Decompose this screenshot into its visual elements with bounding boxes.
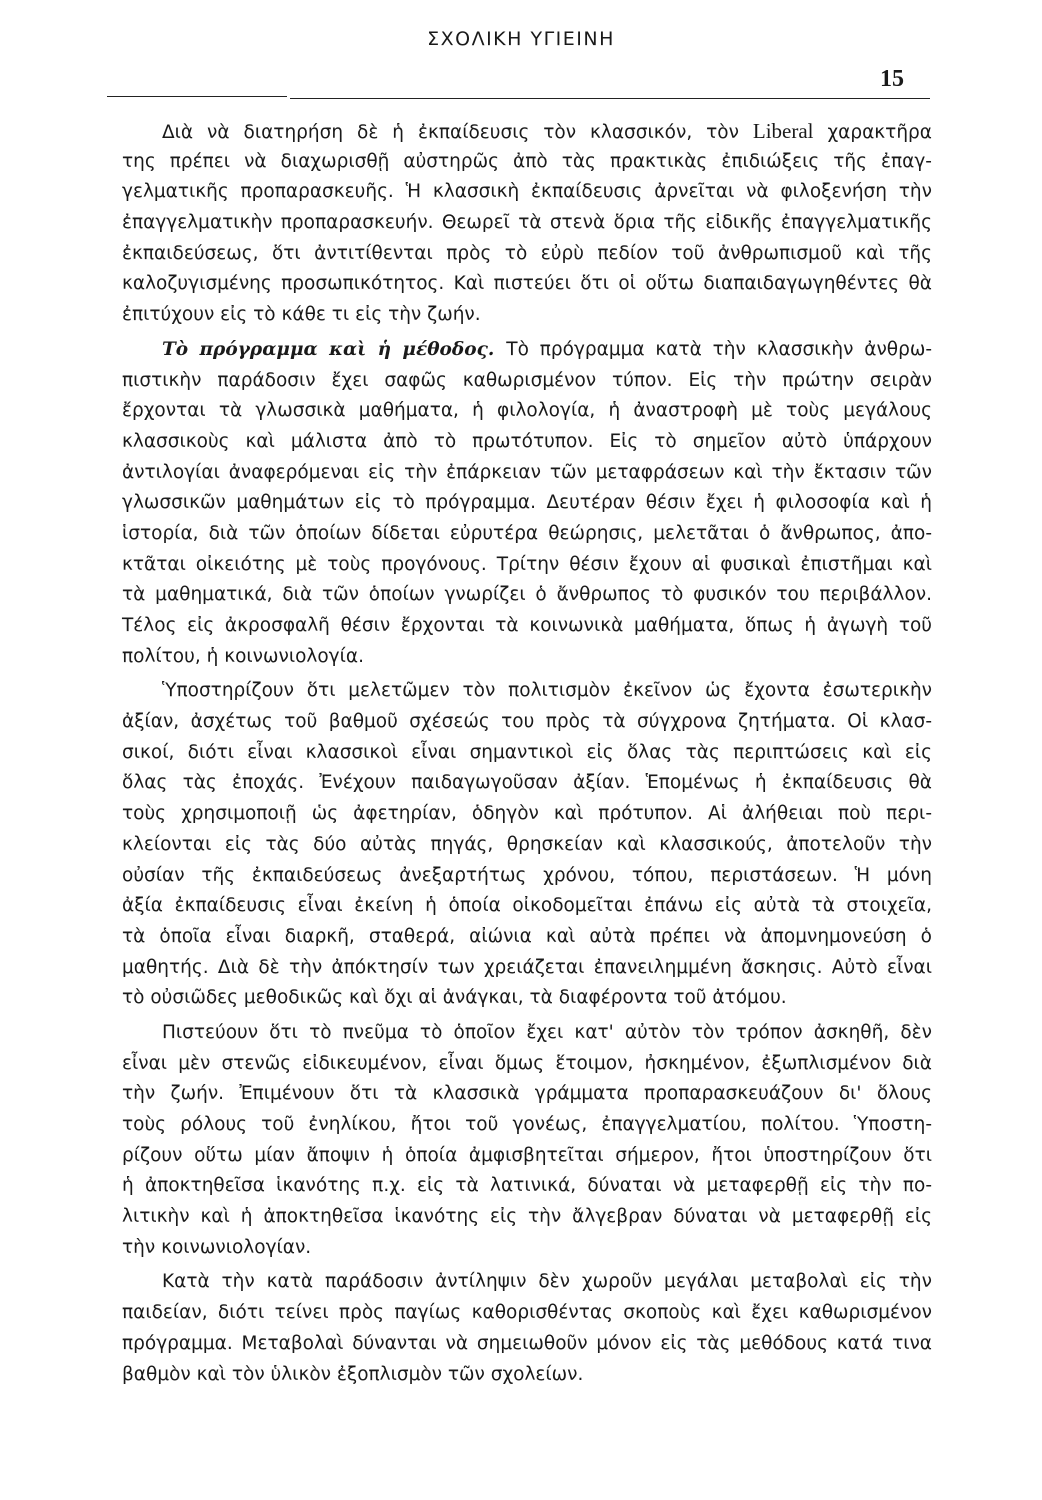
text-line	[122, 335, 932, 366]
text-line	[122, 177, 932, 208]
line-text: της πρέπει νὰ διαχωρισθῇ αὐστηρῶς ἀπὸ τὰς πρακτικὰς ἐπιδιώξεις τῆς ἐπαγ-	[122, 150, 932, 172]
text-line	[122, 488, 932, 519]
line-text: τὰ μαθηματικά, διὰ τῶν ὁποίων γνωρίζει ὁ ἄνθρωπος τὸ φυσικόν του περιβάλλον.	[122, 584, 932, 606]
text-line	[122, 1202, 932, 1233]
text-line	[122, 1141, 932, 1172]
line-text: ἀντιλογίαι ἀναφερόμεναι εἰς τὴν ἐπάρκειαν τῶν μεταφράσεων καὶ τὴν ἔκτασιν τῶν	[122, 461, 932, 483]
text-line	[122, 1360, 932, 1391]
line-text: Τέλος εἰς ἀκροσφαλῆ θέσιν ἔρχονται τὰ κοινωνικὰ μαθήματα, ὅπως ἡ ἀγωγὴ τοῦ	[122, 615, 932, 636]
line-text: ὅλας τὰς ἐποχάς. Ἐνέχουν παιδαγωγοῦσαν ἀξίαν. Ἑπομένως ἡ ἐκπαίδευσις θὰ	[122, 772, 932, 794]
text-line	[122, 768, 932, 799]
text-line	[122, 1171, 932, 1202]
text-line	[122, 1110, 932, 1141]
latin-word: Liberal	[752, 119, 814, 143]
header-rule-left	[107, 96, 287, 97]
line-text: ἐπιτύχουν εἰς τὸ κάθε τι εἰς τὴν ζωήν.	[122, 304, 481, 326]
line-text: κτᾶται οἰκειότης μὲ τοὺς προγόνους. Τρίτην θέσιν ἔχουν αἱ φυσικαὶ ἐπιστῆμαι καὶ	[122, 553, 932, 575]
line-text: πρόγραμμα. Μεταβολαὶ δύνανται νὰ σημειωθοῦν μόνον εἰς τὰς μεθόδους κατά τινα	[122, 1332, 932, 1354]
line-text: κλείονται εἰς τὰς δύο αὐτὰς πηγάς, θρησκείαν καὶ κλασσικούς, ἀποτελοῦν τὴν	[122, 833, 932, 855]
line-text: κλασσικοὺς καὶ μάλιστα ἀπὸ τὸ πρωτότυπον. Εἰς τὸ σημεῖον αὐτὸ ὑπάρχουν	[122, 430, 932, 452]
text-line	[122, 239, 932, 270]
line-text: ἐπαγγελματικὴν προπαρασκευήν. Θεωρεῖ τὰ στενὰ ὅρια τῆς εἰδικῆς ἐπαγγελματικῆς	[122, 212, 932, 234]
line-text: Κατὰ τὴν κατὰ παράδοσιν ἀντίληψιν δὲν χωροῦν μεγάλαι μεταβολαὶ εἰς τὴν	[162, 1271, 932, 1293]
line-text: τὰ ὁποῖα εἶναι διαρκῆ, σταθερά, αἰώνια καὶ αὐτὰ πρέπει νὰ ἀπομνημονεύση ὁ	[122, 925, 932, 947]
line-text: γελματικῆς προπαρασκευῆς. Ἡ κλασσικὴ ἐκπαίδευσις ἀρνεῖται νὰ φιλοξενήση τὴν	[122, 181, 932, 203]
section-heading: Τὸ πρόγραμμα καὶ ἡ μέθοδος.	[162, 338, 495, 360]
text-line	[122, 861, 932, 892]
line-text: ἀξίαν, ἀσχέτως τοῦ βαθμοῦ σχέσεώς του πρὸς τὰ σύγχρονα ζητήματα. Οἱ κλασ-	[122, 711, 932, 733]
text-line	[122, 396, 932, 427]
line-text: Διὰ νὰ διατηρήση δὲ ἡ ἐκπαίδευσις τὸν κλασσικόν, τὸν Liberal χαρακτῆρα	[162, 119, 932, 143]
header-title: ΣΧΟΛΙΚΗ ΥΓΙΕΙΝΗ	[427, 28, 615, 50]
line-text: Ὑποστηρίζουν ὅτι μελετῶμεν τὸν πολιτισμὸν ἐκεῖνον ὡς ἔχοντα ἐσωτερικὴν	[162, 680, 932, 702]
text-line	[122, 580, 932, 611]
text-line	[122, 147, 932, 178]
paragraph	[122, 1018, 932, 1264]
text-line	[122, 611, 932, 642]
text-line	[122, 738, 932, 769]
line-text: πιστικὴν παράδοσιν ἔχει σαφῶς καθωρισμένον τύπον. Εἰς τὴν πρώτην σειρὰν	[122, 369, 932, 391]
text-line	[122, 983, 932, 1014]
text-line	[122, 642, 932, 673]
text-line	[122, 922, 932, 953]
paragraph	[122, 116, 932, 331]
line-text: μαθητής. Διὰ δὲ τὴν ἀπόκτησίν των χρειάζεται ἐπανειλημμένη ἄσκησις. Αὐτὸ εἶναι	[122, 956, 932, 978]
document-body	[122, 116, 932, 1394]
text-line	[122, 550, 932, 581]
line-text: οὐσίαν τῆς ἐκπαιδεύσεως ἀνεξαρτήτως χρόνου, τόπου, περιστάσεων. Ἡ μόνη	[122, 864, 932, 886]
line-text: γλωσσικῶν μαθημάτων εἰς τὸ πρόγραμμα. Δευτέραν θέσιν ἔχει ἡ φιλοσοφία καὶ ἡ	[122, 492, 932, 514]
text-line	[122, 1079, 932, 1110]
line-text: ἐκπαιδεύσεως, ὅτι ἀντιτίθενται πρὸς τὸ εὐρὺ πεδίον τοῦ ἀνθρωπισμοῦ καὶ τῆς	[122, 242, 932, 264]
line-text: σικοί, διότι εἶναι κλασσικοὶ εἶναι σημαντικοὶ εἰς ὅλας τὰς περιπτώσεις καὶ εἰς	[122, 741, 932, 763]
line-text: ἔρχονται τὰ γλωσσικὰ μαθήματα, ἡ φιλολογία, ἡ ἀναστροφὴ μὲ τοὺς μεγάλους	[122, 400, 932, 422]
text-line	[122, 366, 932, 397]
text-line	[122, 1233, 932, 1264]
text-line	[122, 707, 932, 738]
line-text: ἡ ἀποκτηθεῖσα ἱκανότης π.χ. εἰς τὰ λατινικά, δύναται νὰ μεταφερθῇ εἰς τὴν πο-	[122, 1175, 932, 1197]
text-line	[122, 676, 932, 707]
text-line	[122, 1298, 932, 1329]
text-line	[122, 116, 932, 147]
line-text: λιτικὴν καὶ ἡ ἀποκτηθεῖσα ἱκανότης εἰς τὴν ἄλγεβραν δύναται νὰ μεταφερθῇ εἰς	[122, 1206, 932, 1228]
text-line	[122, 427, 932, 458]
text-line	[122, 1049, 932, 1080]
text-line	[122, 519, 932, 550]
line-text: τοὺς ρόλους τοῦ ἐνηλίκου, ἤτοι τοῦ γονέως, ἐπαγγελματίου, πολίτου. Ὑποστη-	[122, 1114, 932, 1135]
line-text: εἶναι μὲν στενῶς εἰδικευμένον, εἶναι ὅμως ἕτοιμον, ἠσκημένον, ἐξωπλισμένον διὰ	[122, 1052, 932, 1074]
text-line	[122, 1329, 932, 1360]
text-line	[122, 953, 932, 984]
text-line	[122, 830, 932, 861]
line-text: Τὸ πρόγραμμα κατὰ τὴν κλασσικὴν ἀνθρω-	[506, 338, 933, 360]
header-rule-main	[290, 98, 930, 99]
line-text: καλοζυγισμένης προσωπικότητος. Καὶ πιστεύει ὅτι οἱ οὕτω διαπαιδαγωγηθέντες θὰ	[122, 273, 932, 295]
paragraph	[122, 335, 932, 673]
line-text: τὸ οὐσιῶδες μεθοδικῶς καὶ ὄχι αἱ ἀνάγκαι, τὰ διαφέροντα τοῦ ἀτόμου.	[122, 987, 787, 1009]
text-line	[122, 891, 932, 922]
line-text: βαθμὸν καὶ τὸν ὑλικὸν ἐξοπλισμὸν τῶν σχολείων.	[122, 1363, 584, 1385]
line-text: ρίζουν οὕτω μίαν ἄποψιν ἡ ὁποία ἀμφισβητεῖται σήμερον, ἤτοι ὑποστηρίζουν ὅτι	[122, 1144, 932, 1166]
line-text: τὴν κοινωνιολογίαν.	[122, 1236, 312, 1258]
line-text: παιδείαν, διότι τείνει πρὸς παγίως καθορισθέντας σκοποὺς καὶ ἔχει καθωρισμένον	[122, 1302, 932, 1324]
line-text: ἀξία ἐκπαίδευσις εἶναι ἐκείνη ἡ ὁποία οἰκοδομεῖται ἐπάνω εἰς αὐτὰ τὰ στοιχεῖα,	[122, 895, 932, 917]
line-text: Πιστεύουν ὅτι τὸ πνεῦμα τὸ ὁποῖον ἔχει κατ' αὐτὸν τὸν τρόπον ἀσκηθῆ, δὲν	[162, 1021, 932, 1043]
line-text: ἱστορία, διὰ τῶν ὁποίων δίδεται εὐρυτέρα θεώρησις, μελετᾶται ὁ ἄνθρωπος, ἀπο-	[122, 522, 932, 544]
text-line	[122, 1018, 932, 1049]
text-line	[122, 300, 932, 331]
text-line	[122, 458, 932, 489]
page-number: 15	[880, 66, 904, 92]
paragraph	[122, 676, 932, 1014]
line-text: τὴν ζωήν. Ἐπιμένουν ὅτι τὰ κλασσικὰ γράμματα προπαρασκευάζουν δι' ὅλους	[122, 1083, 932, 1105]
text-line	[122, 799, 932, 830]
text-line	[122, 208, 932, 239]
line-text: τοὺς χρησιμοποιῇ ὡς ἀφετηρίαν, ὁδηγὸν καὶ πρότυπον. Αἱ ἀλήθειαι ποὺ περι-	[122, 803, 932, 825]
paragraph	[122, 1267, 932, 1390]
line-text: πολίτου, ἡ κοινωνιολογία.	[122, 645, 364, 667]
text-line	[122, 269, 932, 300]
text-line	[122, 1267, 932, 1298]
